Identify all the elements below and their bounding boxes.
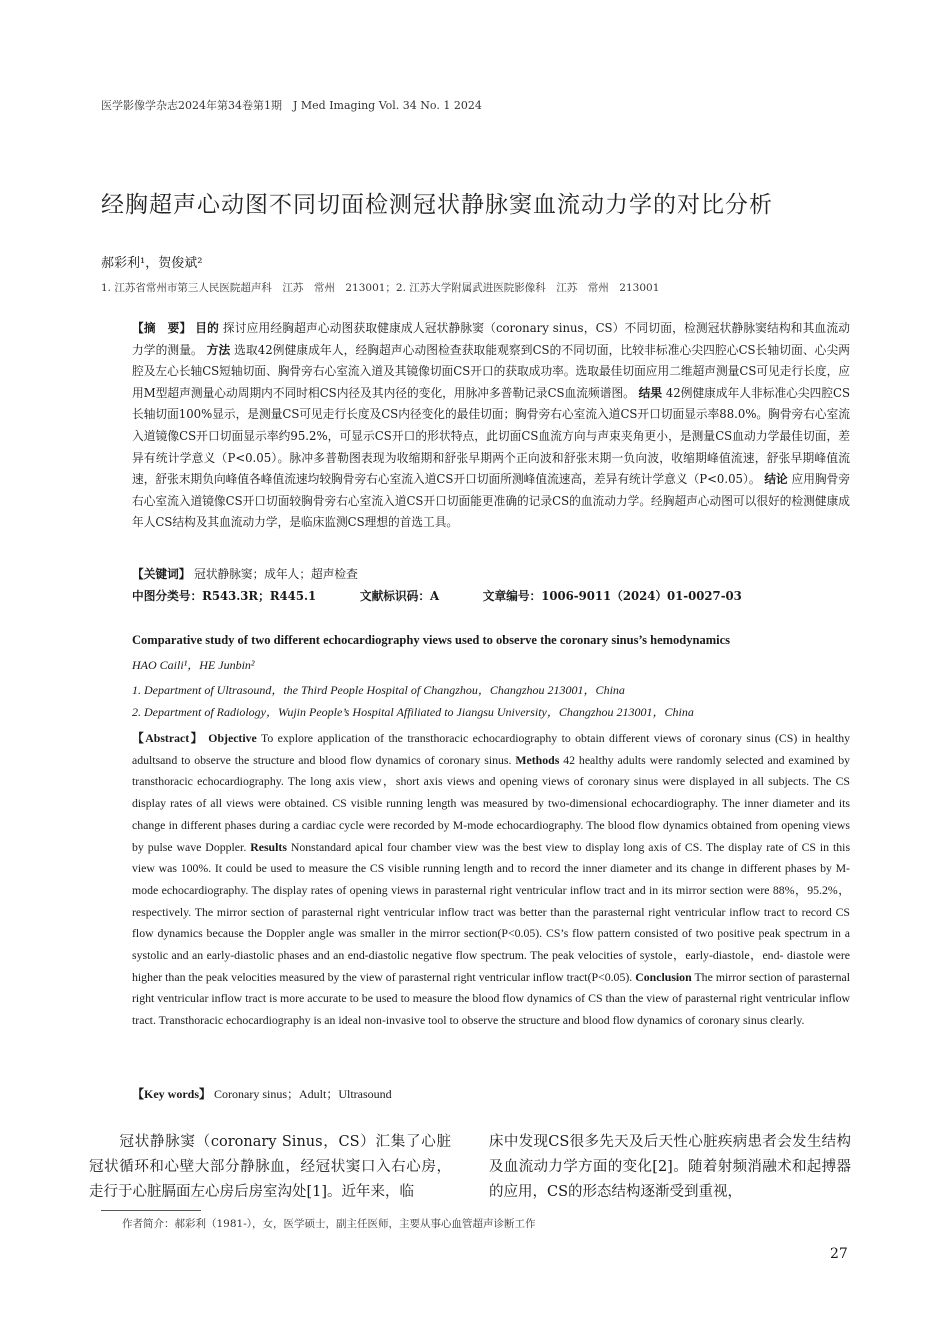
abstract-en [132, 728, 850, 1032]
article-title-en: Comparative study of two different echocardiography views used to observe the coronary sinus’s hemodynamics [132, 633, 731, 647]
running-header: 医学影像学杂志2024年第34卷第1期 J Med Imaging Vol. 34 No. 1 2024 [101, 99, 482, 112]
keywords-en-label: 【Key words】 [132, 1087, 211, 1101]
affiliations-cn: 1. 江苏省常州市第三人民医院超声科 江苏 常州 213001；2. 江苏大学附属武进医院影像科 江苏 常州 213001 [101, 282, 660, 294]
abstract-en-results-label: Results [250, 839, 287, 854]
abstract-cn-conclusion-label: 结论 [764, 472, 788, 487]
abstract-en-objective-label: Objective [208, 731, 257, 745]
abstract-en-objective: To explore application of the transthoracic echocardiography to obtain different views of coronary sinus (CS) in healthy adultsand to observe the structure and blood flow dynamics of coronary sinus. [132, 731, 851, 767]
authors-en: HAO Caili¹，HE Junbin² [132, 658, 255, 672]
abstract-cn-methods: 选取42例健康成年人，经胸超声心动图检查获取能观察到CS的不同切面，比较非标准心尖四腔心CS长轴切面、心尖两腔及左心长轴CS短轴切面、胸骨旁右心室流入道及其镜像切面CS开口的获取成功率。选取最佳切面应用二维超声测量CS可见走行长度，应用M型超声测量心动周期内不同时相CS内径及其内径的变化，用脉冲多普勒记录CS血流频谱图。 [132, 342, 850, 400]
keywords-en [132, 1085, 392, 1102]
authors-cn: 郝彩利¹，贺俊斌² [101, 256, 203, 271]
abstract-en-label: 【Abstract】 [132, 731, 204, 745]
abstract-cn-results: 42例健康成年人非标准心尖四腔CS长轴切面100%显示，是测量CS可见走行长度及CS内径变化的最佳切面；胸骨旁右心室流入道CS开口切面显示率88.0%。胸骨旁右心室流入道镜像CS开口切面显示率约95.2%，可显示CS开口的形状特点，此切面CS血流方向与声束夹角更小，是测量CS血动力学最佳切面，差异有统计学意义（P<0.05）。脉冲多普勒图表现为收缩期和舒张早期两个正向波和舒张末期一负向波，收缩期峰值流速，舒张早期峰值流速，舒张末期负向峰值各峰值流速均较胸骨旁右心室流入道CS开口切面所测峰值流速高，差异有统计学意义（P<0.05）。 [132, 385, 850, 487]
abstract-en-methods-label: Methods [515, 752, 560, 767]
body-column-left: 冠状静脉窦（coronary Sinus，CS）汇集了心脏冠状循环和心壁大部分静脉血，经冠状窦口入右心房，走行于心脏膈面左心房后房室沟处[1]。近年来，临 [89, 1134, 451, 1200]
abstract-en-conclusion-label: Conclusion [635, 969, 692, 984]
classification-line [132, 588, 850, 604]
footnote-divider [101, 1210, 201, 1211]
abstract-en-results: Nonstandard apical four chamber view was the best view to display long axis of CS. The display rate of CS in this view was 100%. It could be used to measure the CS visible running length and to record the inner diameter and its change in different phases by M-mode echocardiography. The display rates of opening views in parasternal right ventricular inflow tract and in its mirror section were 88%，95.2%，respectively. The mirror section of parasternal right ventricular inflow tract was better than the parasternal right ventricular inflow tract to record CS flow dynamics because the Doppler angle was smaller in the mirror section(P<0.05). CS’s flow pattern consisted of two positive peak spectrum in a systolic and an early-diastolic phases and an end-diastolic negative flow spectrum. The peak velocities of systole，early-diastole，end- diastole were higher than the peak velocities measured by the view of parasternal right ventricular inflow tract(P<0.05). [132, 839, 851, 984]
affiliation-en-1: 1. Department of Ultrasound，the Third People Hospital of Changzhou，Changzhou 213001，China [132, 683, 625, 697]
author-footnote: 作者简介：郝彩利（1981-），女，医学硕士，副主任医师，主要从事心血管超声诊断工作 [122, 1218, 536, 1230]
abstract-cn-objective-label: 目的 [195, 321, 220, 335]
clc-number: 中图分类号：R543.3R；R445.1 [132, 589, 317, 603]
keywords-cn-label: 【关键词】 [132, 567, 191, 581]
article-id: 文章编号：1006-9011（2024）01-0027-03 [482, 589, 742, 603]
article-title-cn: 经胸超声心动图不同切面检测冠状静脉窦血流动力学的对比分析 [101, 192, 773, 218]
abstract-en-methods: 42 healthy adults were randomly selected and examined by transthoracic echocardiography. The long axis view，short axis views and opening views of coronary sinus were displayed in all subjects. The CS display rates of all views were obtained. CS visible running length was measured by two-dimensional echocardiography. The inner diameter and its change in different phases during a cardiac cycle were recorded by M-mode echocardiography. The blood flow dynamics obtained from opening views by pulse wave Doppler. [132, 752, 850, 854]
abstract-cn-objective: 探讨应用经胸超声心动图获取健康成人冠状静脉窦（coronary sinus，CS）不同切面，检测冠状静脉窦结构和其血流动力学的测量。 [132, 321, 850, 357]
abstract-cn [132, 318, 850, 534]
abstract-cn-methods-label: 方法 [206, 342, 231, 357]
document-code: 文献标识码：A [359, 589, 440, 603]
abstract-cn-label: 【摘 要】 [132, 321, 192, 335]
keywords-en-text: Coronary sinus；Adult；Ultrasound [214, 1087, 392, 1101]
abstract-cn-conclusion: 应用胸骨旁右心室流入道镜像CS开口切面较胸骨旁右心室流入道CS开口切面能更准确的记录CS的血流动力学。经胸超声心动图可以很好的检测健康成年人CS结构及其血流动力学，是临床监测CS理想的首选工具。 [132, 472, 851, 530]
keywords-cn [132, 566, 358, 582]
abstract-cn-results-label: 结果 [638, 385, 663, 400]
affiliation-en-2: 2. Department of Radiology，Wujin People’s Hospital Affiliated to Jiangsu University，Changzhou 213001，China [132, 705, 694, 719]
keywords-cn-text: 冠状静脉窦；成年人；超声检查 [194, 567, 358, 581]
page-number: 27 [830, 1246, 848, 1262]
body-column-right: 床中发现CS很多先天及后天性心脏疾病患者会发生结构及血流动力学方面的变化[2]。随着射频消融术和起搏器的应用，CS的形态结构逐渐受到重视， [489, 1134, 851, 1200]
abstract-en-conclusion: The mirror section of parasternal right ventricular inflow tract is more accurate to be used to measure the blood flow dynamics of CS than the view of parasternal right ventricular inflow tract. Transthoracic echocardiography is an ideal non-invasive tool to observe the structure and blood flow dynamics of coronary sinus clearly. [132, 969, 850, 1028]
